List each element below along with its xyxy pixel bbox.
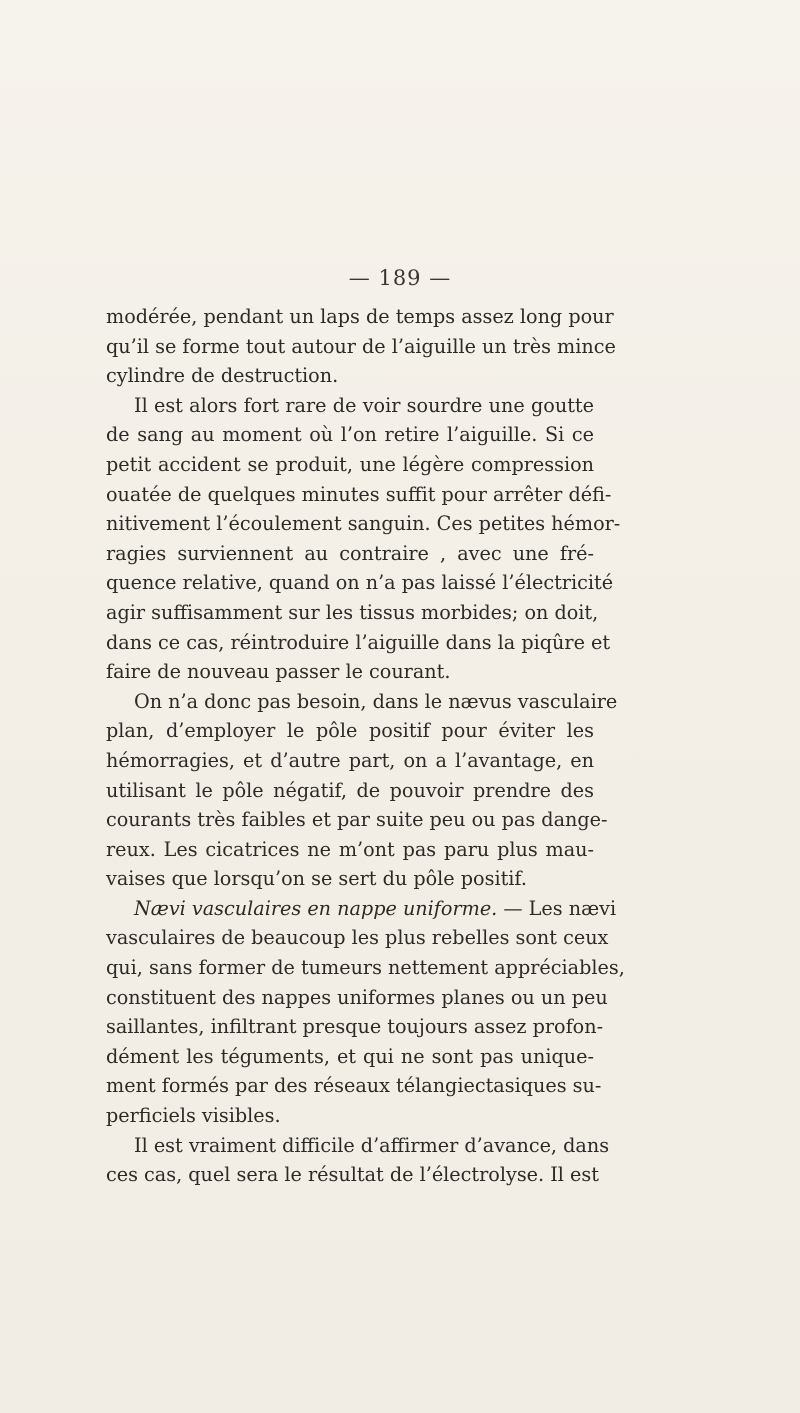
text-line: faire de nouveau passer le courant. <box>106 660 451 684</box>
section-heading: Nævi vasculaires en nappe uniforme. <box>134 896 498 920</box>
text-line: ouatée de quelques minutes suffit pour arrêter défi- <box>106 482 612 506</box>
text-line: nitivement l’écoulement sanguin. Ces petites hémor- <box>106 512 621 536</box>
section-heading-rest: — Les nævi <box>497 896 617 920</box>
text-line: Il est vraiment difficile d’affirmer d’avance, dans <box>134 1133 610 1157</box>
text-line: On n’a donc pas besoin, dans le nævus vasculaire <box>134 689 618 713</box>
text-line: saillantes, infiltrant presque toujours assez profon- <box>106 1015 604 1039</box>
text-line: hémorragies, et d’autre part, on a l’avantage, en <box>106 748 594 772</box>
page-number: — 189 — <box>348 266 452 290</box>
text-line: ment formés par des réseaux télangiectasiques su- <box>106 1074 602 1098</box>
text-line: Il est alors fort rare de voir sourdre une goutte <box>134 393 594 417</box>
text-line: ces cas, quel sera le résultat de l’électrolyse. Il est <box>106 1163 599 1187</box>
text-line: reux. Les cicatrices ne m’ont pas paru plus mau- <box>106 837 594 861</box>
text-line: plan, d’employer le pôle positif pour éviter les <box>106 719 594 743</box>
text-line: vaises que lorsqu’on se sert du pôle positif. <box>106 867 527 891</box>
text-line: quence relative, quand on n’a pas laissé l’électricité <box>106 571 614 595</box>
text-line: de sang au moment où l’on retire l’aiguille. Si ce <box>106 423 594 447</box>
text-line: utilisant le pôle négatif, de pouvoir prendre des <box>106 778 594 802</box>
text-line: modérée, pendant un laps de temps assez long pour <box>106 305 614 328</box>
text-line: petit accident se produit, une légère compression <box>106 452 594 476</box>
text-line: ragies surviennent au contraire , avec une fré- <box>106 541 594 565</box>
body-text <box>106 302 625 1190</box>
text-line: dément les téguments, et qui ne sont pas unique- <box>106 1044 594 1068</box>
text-line: constituent des nappes uniformes planes ou un peu <box>106 985 608 1009</box>
text-line: qui, sans former de tumeurs nettement appréciables, <box>106 956 625 980</box>
text-line: qu’il se forme tout autour de l’aiguille un très mince <box>106 334 616 358</box>
text-line: perficiels visibles. <box>106 1104 281 1128</box>
text-line: vasculaires de beaucoup les plus rebelles sont ceux <box>106 926 609 950</box>
text-line: dans ce cas, réintroduire l’aiguille dans la piqûre et <box>106 630 611 654</box>
text-line: cylindre de destruction. <box>106 364 339 388</box>
section-heading-line <box>106 894 617 924</box>
text-line: courants très faibles et par suite peu ou pas dange- <box>106 808 608 832</box>
text-line: agir suffisamment sur les tissus morbides; on doit, <box>106 600 599 624</box>
